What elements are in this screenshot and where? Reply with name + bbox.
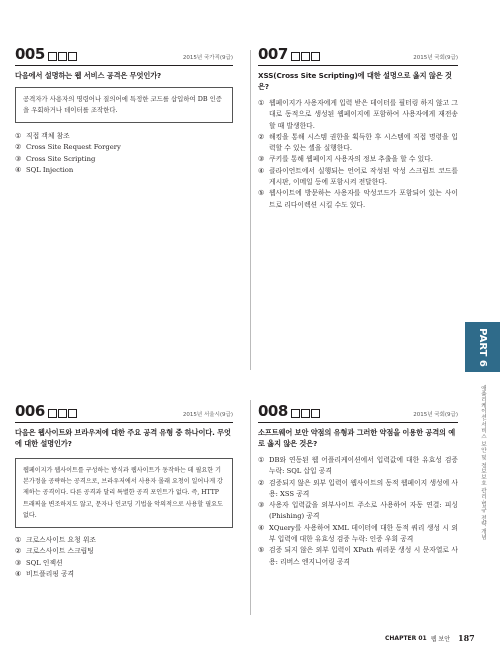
option[interactable] [258, 500, 458, 523]
option-text: 웹페이지가 사용자에게 입력 받은 데이터를 필터링 하지 않고 그대로 동적으로 생성된 웹페이지에 포함하여 사용자에게 재전송할 때 발생한다. [269, 99, 458, 130]
question-source: 2015년 국가직(9급) [182, 55, 233, 61]
question-title: 소프트웨어 보안 약점의 유형과 그러한 약점을 이용한 공격의 예로 옳지 않은 것은? [258, 428, 456, 448]
option-number: ① [258, 99, 265, 107]
option-text: 웹사이트에 방문하는 사용자를 악성코드가 포함되어 있는 사이트로 리다이렉션 시킬 수도 있다. [269, 189, 458, 209]
option-text: SQL Injection [26, 165, 74, 174]
option-number: ⑤ [258, 189, 265, 198]
option-text: 클라이언트에서 실행되는 언어로 작성된 악성 스크립트 코드를 게시판, 이메일 등에 포함시켜 전달한다. [269, 166, 458, 187]
check-box[interactable] [301, 409, 310, 418]
option-list [15, 131, 233, 176]
question-number: 008 [258, 402, 288, 420]
option[interactable] [258, 154, 458, 165]
question-source: 2015년 서울시(9급) [182, 412, 233, 418]
option-text: 비트플리핑 공격 [26, 569, 75, 578]
option-number: ② [15, 547, 22, 556]
option-number: ③ [15, 154, 22, 163]
option-number: ① [258, 456, 265, 464]
question-header [258, 403, 458, 423]
check-boxes [48, 52, 77, 61]
option-text: 직접 객체 참조 [26, 132, 70, 140]
option-text: Cross Site Request Forgery [26, 143, 121, 152]
check-box[interactable] [291, 52, 300, 61]
option-number: ③ [15, 558, 22, 567]
question-007 [258, 46, 458, 211]
question-title: XSS(Cross Site Scripting)에 대한 설명으로 옳지 않은 것은? [258, 71, 452, 91]
check-box[interactable] [58, 52, 67, 61]
check-box[interactable] [311, 409, 320, 418]
question-header [15, 46, 233, 66]
option[interactable] [15, 154, 233, 165]
check-box[interactable] [68, 409, 77, 418]
option-text: 크로스사이트 스크립팅 [26, 547, 94, 556]
option-number: ② [15, 143, 22, 152]
option-number: ③ [258, 155, 265, 164]
option[interactable] [258, 98, 458, 132]
option-text: 사용자 입력값을 외부사이트 주소로 사용하여 자동 연결: 피싱(Phishing) 공격 [269, 501, 458, 521]
check-boxes [48, 409, 77, 418]
option-number: ④ [15, 569, 22, 578]
question-008 [258, 403, 458, 568]
question-006 [15, 403, 233, 580]
option[interactable] [15, 131, 233, 142]
option-list [15, 535, 233, 580]
column-divider [250, 50, 251, 370]
question-header [15, 403, 233, 423]
option-number: ④ [15, 165, 22, 174]
option[interactable] [258, 166, 458, 189]
part-tab[interactable] [465, 322, 500, 372]
option-number: ② [258, 132, 265, 141]
option[interactable] [258, 523, 458, 546]
option-text: XQuery를 사용하여 XML 데이터에 대한 동적 쿼리 생성 시 외부 입력에 대한 유효성 검증 누락: 인증 우회 공격 [269, 523, 458, 544]
question-title: 다음은 웹사이트와 브라우저에 대한 주요 공격 유형 중 하나이다. 무엇에 대한 설명인가? [15, 428, 231, 448]
check-boxes [291, 52, 320, 61]
option[interactable] [258, 132, 458, 155]
check-box[interactable] [48, 52, 57, 61]
option[interactable] [258, 188, 458, 211]
part-tab-label: PART 6 [477, 327, 489, 367]
question-source: 2015년 국회(9급) [413, 412, 458, 418]
option[interactable] [15, 546, 233, 557]
side-label [476, 385, 490, 575]
option-list [258, 455, 458, 568]
option-number: ① [15, 132, 22, 140]
option[interactable] [258, 455, 458, 478]
option[interactable] [258, 478, 458, 501]
option-number: ④ [258, 166, 265, 175]
question-passage: 공격자가 사용자의 명령어나 질의어에 특정한 코드를 삽입하여 DB 인증을 우회하거나 데이터를 조작한다. [15, 87, 233, 123]
question-number: 007 [258, 45, 288, 63]
question-source: 2015년 국회(9급) [413, 55, 458, 61]
option-text: 검증 되지 않은 외부 입력이 XPath 쿼리문 생성 시 문자열로 사용: 리버스 엔지니어링 공격 [269, 546, 458, 566]
option-text: 해킹을 통해 시스템 권한을 획득한 후 시스템에 직접 명령을 입력할 수 있는 셸을 실행한다. [269, 132, 458, 153]
question-005 [15, 46, 233, 176]
option-list [258, 98, 458, 211]
footer-section: 웹 보안 [430, 635, 451, 643]
check-boxes [291, 409, 320, 418]
question-title: 다음에서 설명하는 웹 서비스 공격은 무엇인가? [15, 71, 162, 80]
check-box[interactable] [58, 409, 67, 418]
page-number: 187 [458, 633, 475, 643]
option-number: ④ [258, 523, 265, 532]
option-number: ③ [258, 501, 265, 510]
page-footer [385, 633, 475, 643]
option[interactable] [15, 142, 233, 153]
option-text: Cross Site Scripting [26, 154, 96, 163]
option-text: DB와 연동된 웹 어플리케이션에서 입력값에 대한 유효성 검증 누락: SQL 삽입 공격 [269, 456, 458, 476]
question-header [258, 46, 458, 66]
check-box[interactable] [311, 52, 320, 61]
option-text: 크로스사이트 요청 위조 [26, 536, 96, 545]
check-box[interactable] [48, 409, 57, 418]
check-box[interactable] [301, 52, 310, 61]
option[interactable] [15, 165, 233, 176]
column-divider [250, 400, 251, 615]
question-passage: 웹페이지가 웹사이트를 구성하는 방식과 웹사이트가 동작하는 데 필요한 기본가정을 공략하는 공격으로, 브라우저에서 사용자 몰래 요청이 일어나게 강제하는 공격이다. 다른 공격과 달리 특별한 공격 포인트가 없다. 즉, HTTP 트래픽을 변조하지도 않고, 문자나 인코딩 기법을 악의적으로 사용할 필요도 없다. [15, 458, 233, 528]
check-box[interactable] [291, 409, 300, 418]
side-label-text: 애플리케이션·서비스 보안 및 정보보호 관리·법규 전략 개념 [480, 385, 486, 541]
option[interactable] [258, 545, 458, 568]
option[interactable] [15, 569, 233, 580]
footer-chapter: CHAPTER 01 [385, 634, 427, 642]
question-number: 006 [15, 402, 45, 420]
question-number: 005 [15, 45, 45, 63]
option-text: 검증되지 않은 외부 입력이 웹사이트의 동적 웹페이지 생성에 사용: XSS 공격 [269, 478, 458, 498]
option-number: ① [15, 536, 22, 545]
option-number: ⑤ [258, 546, 265, 555]
option[interactable] [15, 558, 233, 569]
option-text: 쿠키를 통해 웹페이지 사용자의 정보 추출을 할 수 있다. [269, 155, 433, 164]
option[interactable] [15, 535, 233, 546]
check-box[interactable] [68, 52, 77, 61]
option-text: SQL 인젝션 [26, 558, 63, 567]
option-number: ② [258, 478, 265, 487]
